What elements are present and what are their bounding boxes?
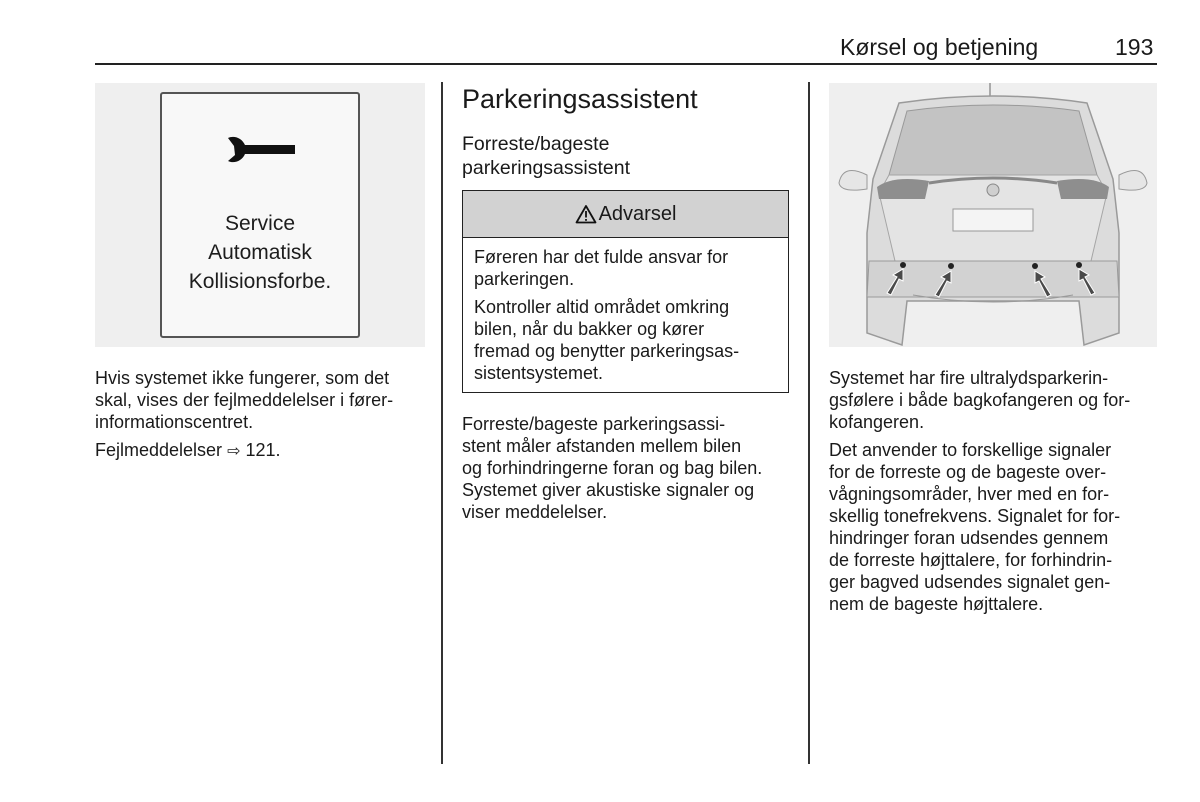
- text-line: informationscentret.: [95, 412, 254, 432]
- warning-header: [463, 191, 788, 238]
- text-line: ger bagved udsendes signalet gen-: [829, 572, 1111, 592]
- text-line: gsfølere i både bagkofangeren og for-: [829, 390, 1131, 410]
- warning-paragraph-2: [474, 296, 777, 384]
- text-line: skellig tonefrekvens. Signalet for for-: [829, 506, 1121, 526]
- col1-paragraph: [95, 367, 430, 433]
- reference-label: Fejlmeddelelser: [95, 440, 223, 460]
- warning-box: [462, 190, 789, 393]
- col3-paragraph-1: [829, 367, 1159, 433]
- warning-title: Advarsel: [598, 202, 677, 225]
- text-line: skal, vises der fejlmeddelelser i fører-: [95, 390, 394, 410]
- text-line: nem de bageste højttalere.: [829, 594, 1044, 614]
- heading-line: parkeringsassistent: [462, 157, 630, 179]
- text-line: de forreste højttalere, for forhindrin-: [829, 550, 1113, 570]
- text-line: Systemet har fire ultralydsparkerin-: [829, 368, 1109, 388]
- text-line: parkeringen.: [474, 269, 575, 289]
- col3-paragraph-2: [829, 439, 1159, 615]
- display-line-1: Service: [224, 212, 296, 235]
- reference-arrow-icon: ⇨: [227, 443, 241, 460]
- text-line: Systemet giver akustiske signaler og: [462, 480, 755, 500]
- car-rear-parking-sensors: [829, 83, 1157, 347]
- page-header-title: Kørsel og betjening: [840, 34, 1039, 60]
- header-rule: [95, 63, 1157, 65]
- page-number: 193: [1115, 34, 1154, 60]
- text-line: fremad og benytter parkeringsas-: [474, 341, 740, 361]
- text-line: sistentsystemet.: [474, 363, 604, 383]
- text-line: Forreste/bageste parkeringsassi-: [462, 414, 726, 434]
- subsection-heading: [462, 132, 630, 180]
- text-line: Kontroller altid området omkring: [474, 297, 730, 317]
- display-line-3: Kollisionsforbe.: [188, 270, 332, 293]
- section-heading: Parkeringsassistent: [462, 84, 698, 114]
- wrench-icon: [162, 124, 362, 184]
- text-line: Det anvender to forskellige signaler: [829, 440, 1112, 460]
- text-line: Føreren har det fulde ansvar for: [474, 247, 729, 267]
- text-line: hindringer foran udsendes gennem: [829, 528, 1109, 548]
- warning-triangle-icon: [575, 204, 597, 224]
- column-divider-1: [441, 82, 443, 764]
- text-line: og forhindringerne foran og bag bilen.: [462, 458, 763, 478]
- text-line: vågningsområder, hver med en for-: [829, 484, 1110, 504]
- text-line: kofangeren.: [829, 412, 925, 432]
- text-line: viser meddelelser.: [462, 502, 608, 522]
- text-line: Hvis systemet ikke fungerer, som det: [95, 368, 390, 388]
- column-divider-2: [808, 82, 810, 764]
- warning-paragraph-1: [474, 246, 777, 290]
- heading-line: Forreste/bageste: [462, 133, 610, 155]
- text-line: bilen, når du bakker og kører: [474, 319, 705, 339]
- reference-page[interactable]: 121.: [245, 440, 281, 460]
- car-figure-panel: [829, 83, 1157, 347]
- text-line: stent måler afstanden mellem bilen: [462, 436, 742, 456]
- warning-body: [463, 238, 788, 384]
- cross-reference: [95, 439, 281, 463]
- text-line: for de forreste og de bageste over-: [829, 462, 1107, 482]
- service-display-screen: [160, 92, 360, 338]
- col2-paragraph: [462, 413, 802, 523]
- display-line-2: Automatisk: [208, 241, 312, 264]
